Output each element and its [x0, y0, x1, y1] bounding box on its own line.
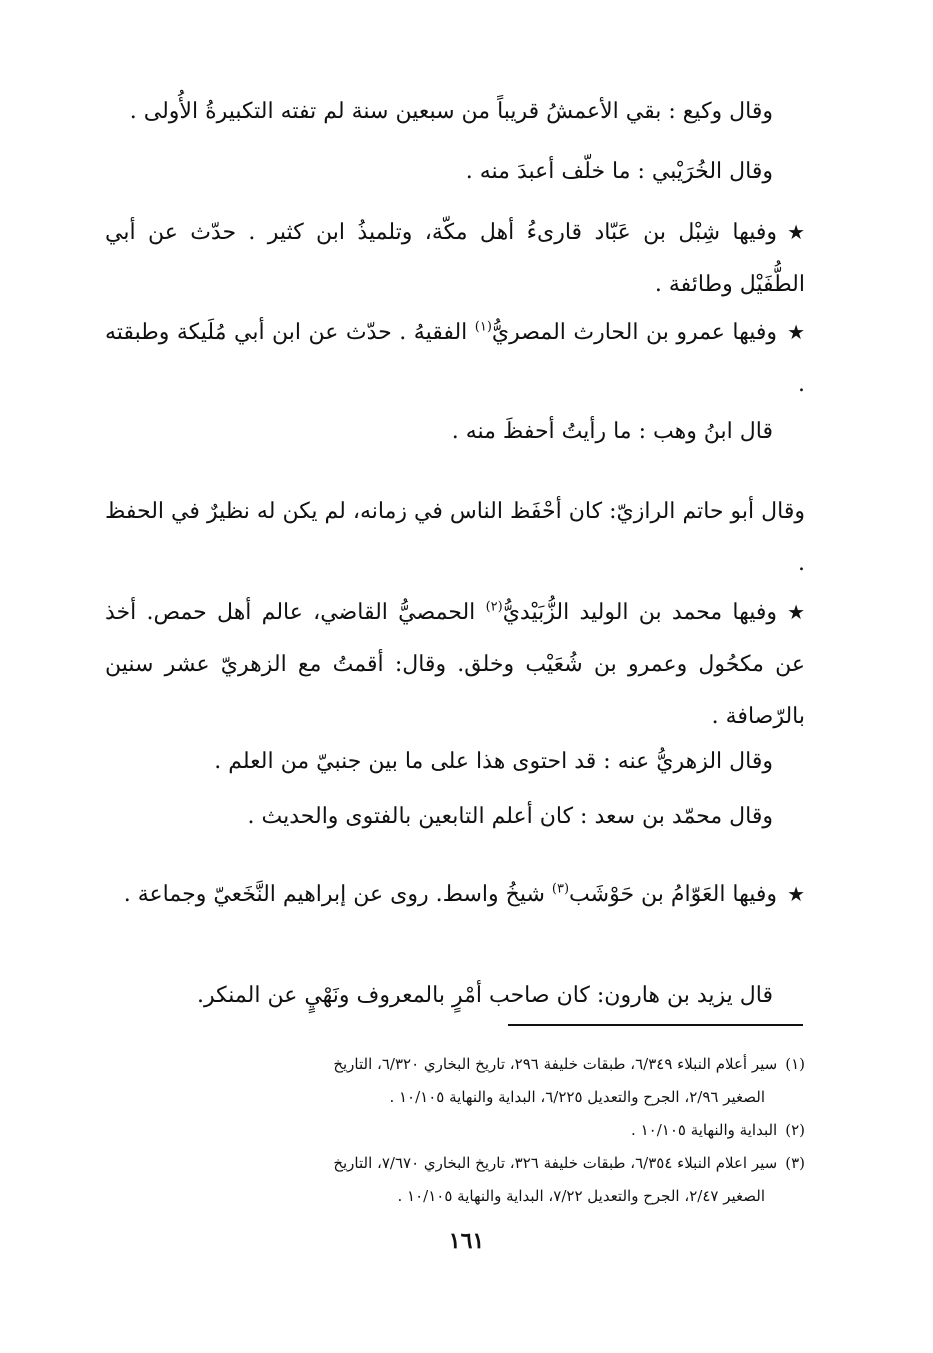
footnote-ref-1[interactable]: (١): [474, 319, 492, 335]
footnote-ref-2[interactable]: (٢): [485, 599, 503, 615]
paragraph-text: وقال الخُرَيْبي : ما خلّف أعبدَ منه .: [465, 159, 773, 184]
paragraph-text: قال ابنُ وهب : ما رأيتُ أحفظَ منه .: [451, 419, 773, 444]
entry-muhammad-al-zubaydi: [105, 586, 805, 743]
footnote-text: الصغير ٢/٤٧، الجرح والتعديل ٧/٢٢، البداية والنهاية ١٠/١٠٥ .: [397, 1187, 765, 1205]
paragraph-text: الحمصيُّ القاضي، عالم أهل حمص. أخذ عن مكحُول وعمرو بن شُعَيْب وخلق. وقال: أقمتُ مع الزهريّ عشر سنين بالرّصافة .: [105, 600, 805, 729]
footnote-number: (٣): [785, 1154, 805, 1172]
paragraph-text: وقال وكيع : بقي الأعمشُ قريباً من سبعين سنة لم تفته التكبيرةُ الأُولى .: [129, 99, 773, 124]
paragraph-waki-quote: [105, 86, 773, 138]
paragraph-khuraybi-quote: [105, 146, 773, 198]
footnote-ref-3[interactable]: (٣): [551, 881, 570, 897]
star-marker-icon: ★: [787, 320, 805, 344]
footnote-text: الصغير ٢/٩٦، الجرح والتعديل ٦/٢٢٥، البداية والنهاية ١٠/١٠٥ .: [389, 1088, 765, 1106]
page-number: ١٦١: [448, 1228, 485, 1254]
paragraph-ibn-wahb-quote: [105, 406, 773, 458]
footnote-1-continuation: [105, 1081, 805, 1114]
entry-shibl-ibn-abbad: [105, 206, 805, 311]
paragraph-text: قال يزيد بن هارون: كان صاحب أمْرٍ بالمعروف ونَهْيٍ عن المنكر.: [197, 983, 773, 1008]
footnote-divider: [508, 1024, 803, 1026]
paragraph-text: وفيها محمد بن الوليد الزُّبَيْديُّ: [502, 600, 778, 625]
footnote-3-continuation: [105, 1180, 805, 1213]
paragraph-text: وفيها عمرو بن الحارث المصريُّ: [491, 320, 778, 345]
footnote-text: البداية والنهاية ١٠/١٠٥ .: [631, 1121, 778, 1139]
footnote-number: (٢): [785, 1121, 805, 1139]
paragraph-ibn-sad-quote: [105, 791, 773, 843]
paragraph-abu-hatim-quote: [105, 486, 805, 590]
paragraph-text: وقال الزهريُّ عنه : قد احتوى هذا على ما بين جنبيّ من العلم .: [214, 749, 773, 774]
footnote-text: سير اعلام النبلاء ٦/٣٥٤، طبقات خليفة ٣٢٦، تاريخ البخاري ٧/٦٧٠، التاريخ: [333, 1154, 778, 1172]
paragraph-text: وفيها شِبْل بن عَبّاد قارىءُ أهل مكّة، وتلميذُ ابن كثير . حدّث عن أبي الطُّفَيْل وطائفة .: [105, 220, 805, 297]
star-marker-icon: ★: [787, 600, 805, 624]
footnote-3: [105, 1147, 805, 1180]
star-marker-icon: ★: [787, 220, 805, 244]
paragraph-yazid-quote: [105, 970, 773, 1022]
paragraph-text: شيخُ واسط. روى عن إبراهيم النَّخَعيّ وجماعة .: [123, 882, 552, 907]
footnote-2: [105, 1114, 805, 1147]
paragraph-text: وقال أبو حاتم الرازيّ: كان أحْفَظ الناس في زمانه، لم يكن له نظيرٌ في الحفظ .: [105, 499, 805, 576]
footnote-1: [105, 1048, 805, 1081]
paragraph-text: الفقيهُ . حدّث عن ابن أبي مُلَيكة وطبقته .: [105, 320, 805, 397]
footnotes: [105, 1048, 805, 1213]
paragraph-zuhri-quote: [105, 736, 773, 788]
footnote-number: (١): [785, 1055, 805, 1073]
entry-amr-ibn-al-harith: [105, 306, 805, 411]
paragraph-text: وفيها العَوّامُ بن حَوْشَب: [569, 882, 778, 907]
entry-awwam-ibn-hawshab: [105, 868, 805, 921]
footnote-text: سير أعلام النبلاء ٦/٣٤٩، طبقات خليفة ٢٩٦، تاريخ البخاري ٦/٣٢٠، التاريخ: [333, 1055, 778, 1073]
paragraph-text: وقال محمّد بن سعد : كان أعلم التابعين بالفتوى والحديث .: [247, 804, 773, 829]
star-marker-icon: ★: [787, 882, 805, 906]
